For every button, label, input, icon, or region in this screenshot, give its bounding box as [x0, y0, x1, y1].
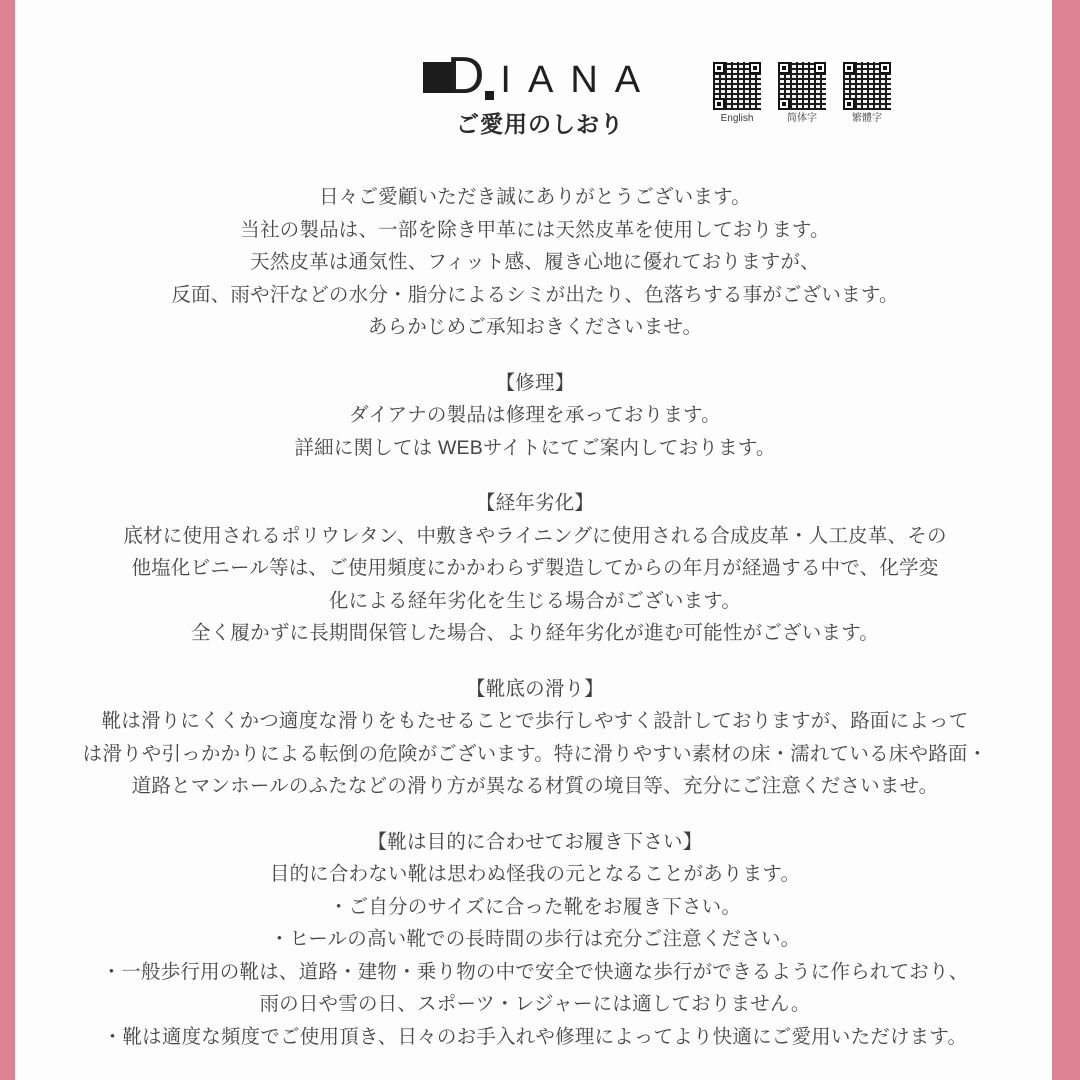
section-heading: 【靴底の滑り】: [466, 677, 604, 700]
section-heading: 【修理】: [495, 371, 575, 394]
body-line: 全く履かずに長期間保管した場合、より経年劣化が進む可能性がございます。: [191, 622, 879, 644]
qr-code-icon: [843, 62, 891, 110]
body-line: 日々ご愛顧いただき誠にありがとうございます。: [319, 186, 751, 208]
body-line: ・ヒールの高い靴での長時間の歩行は充分ご注意ください。: [269, 928, 801, 950]
body-line: は滑りや引っかかりによる転倒の危険がございます。特に滑りやすい素材の床・濡れている床や路面・: [82, 742, 988, 765]
header: [0, 0, 1080, 139]
repair-section: [60, 367, 1010, 465]
body-line: 天然皮革は通気性、フィット感、履き心地に優れておりますが、: [250, 251, 820, 273]
section-heading: 【靴は目的に合わせてお履き下さい】: [367, 830, 703, 853]
qr-label: English: [720, 113, 754, 124]
qr-finder-icon: [814, 62, 826, 74]
qr-finder-icon: [843, 98, 855, 110]
left-pink-border: [0, 0, 15, 1080]
sole-slip-section: [60, 673, 1010, 803]
body-line: ダイアナの製品は修理を承っております。: [349, 404, 721, 426]
body-line: 雨の日や雪の日、スポーツ・レジャーには適しておりません。: [259, 993, 811, 1015]
logo-letter-d: D: [446, 47, 485, 105]
page-title: ご愛用のしおり: [456, 111, 624, 137]
section-heading: 【経年劣化】: [475, 492, 595, 514]
aging-deterioration-section: [60, 487, 1010, 650]
qr-item-traditional-chinese: [842, 62, 892, 124]
body-line: ・靴は適度な頻度でご使用頂き、日々のお手入れや修理によってより快適にご愛用いただけます。: [102, 1025, 968, 1048]
body-line: 化による経年劣化を生じる場合がございます。: [328, 589, 742, 612]
body-line: 底材に使用されるポリウレタン、中敷きやライニングに使用される合成皮革・人工皮革、その: [123, 524, 947, 547]
body-line: ・一般歩行用の靴は、道路・建物・乗り物の中で安全で快適な歩行ができるように作られており、: [101, 960, 969, 983]
body-line: あらかじめご承知おきくださいませ。: [367, 316, 703, 338]
qr-label: 简体字: [787, 113, 817, 124]
qr-code-icon: [713, 62, 761, 110]
logo-dot-icon: [485, 91, 494, 100]
body-line: ・ご自分のサイズに合った靴をお履き下さい。: [328, 895, 742, 918]
purpose-section: [60, 826, 1010, 1054]
qr-finder-icon: [843, 62, 855, 74]
qr-label: 繁體字: [852, 113, 882, 124]
right-pink-border: [1052, 0, 1080, 1080]
qr-item-english: [712, 62, 762, 124]
qr-finder-icon: [749, 62, 761, 74]
body-line: 反面、雨や汗などの水分・脂分によるシミが出たり、色落ちする事がございます。: [171, 283, 899, 306]
body-line: 詳細に関しては WEBサイトにてご案内しております。: [294, 436, 776, 459]
body-line: 靴は滑りにくくかつ適度な滑りをもたせることで歩行しやすく設計しておりますが、路面によって: [101, 710, 969, 732]
qr-code-group: [712, 62, 892, 124]
qr-item-simplified-chinese: [777, 62, 827, 124]
qr-finder-icon: [778, 98, 790, 110]
qr-finder-icon: [713, 62, 725, 74]
logo-letters: IANA: [500, 59, 658, 101]
body-line: 道路とマンホールのふたなどの滑り方が異なる材質の境目等、充分にご注意くださいませ。: [131, 775, 939, 797]
qr-code-icon: [778, 62, 826, 110]
brand-logo: [423, 47, 658, 105]
body-line: 他塩化ビニール等は、ご使用頻度にかかわらず製造してからの年月が経過する中で、化学変: [131, 557, 939, 579]
qr-finder-icon: [713, 98, 725, 110]
intro-section: [60, 181, 1010, 344]
qr-finder-icon: [879, 62, 891, 74]
qr-finder-icon: [778, 62, 790, 74]
body-line: 目的に合わない靴は思わぬ怪我の元となることがあります。: [269, 863, 801, 885]
leaflet-body: [0, 181, 1080, 1053]
body-line: 当社の製品は、一部を除き甲革には天然皮革を使用しております。: [240, 218, 830, 241]
